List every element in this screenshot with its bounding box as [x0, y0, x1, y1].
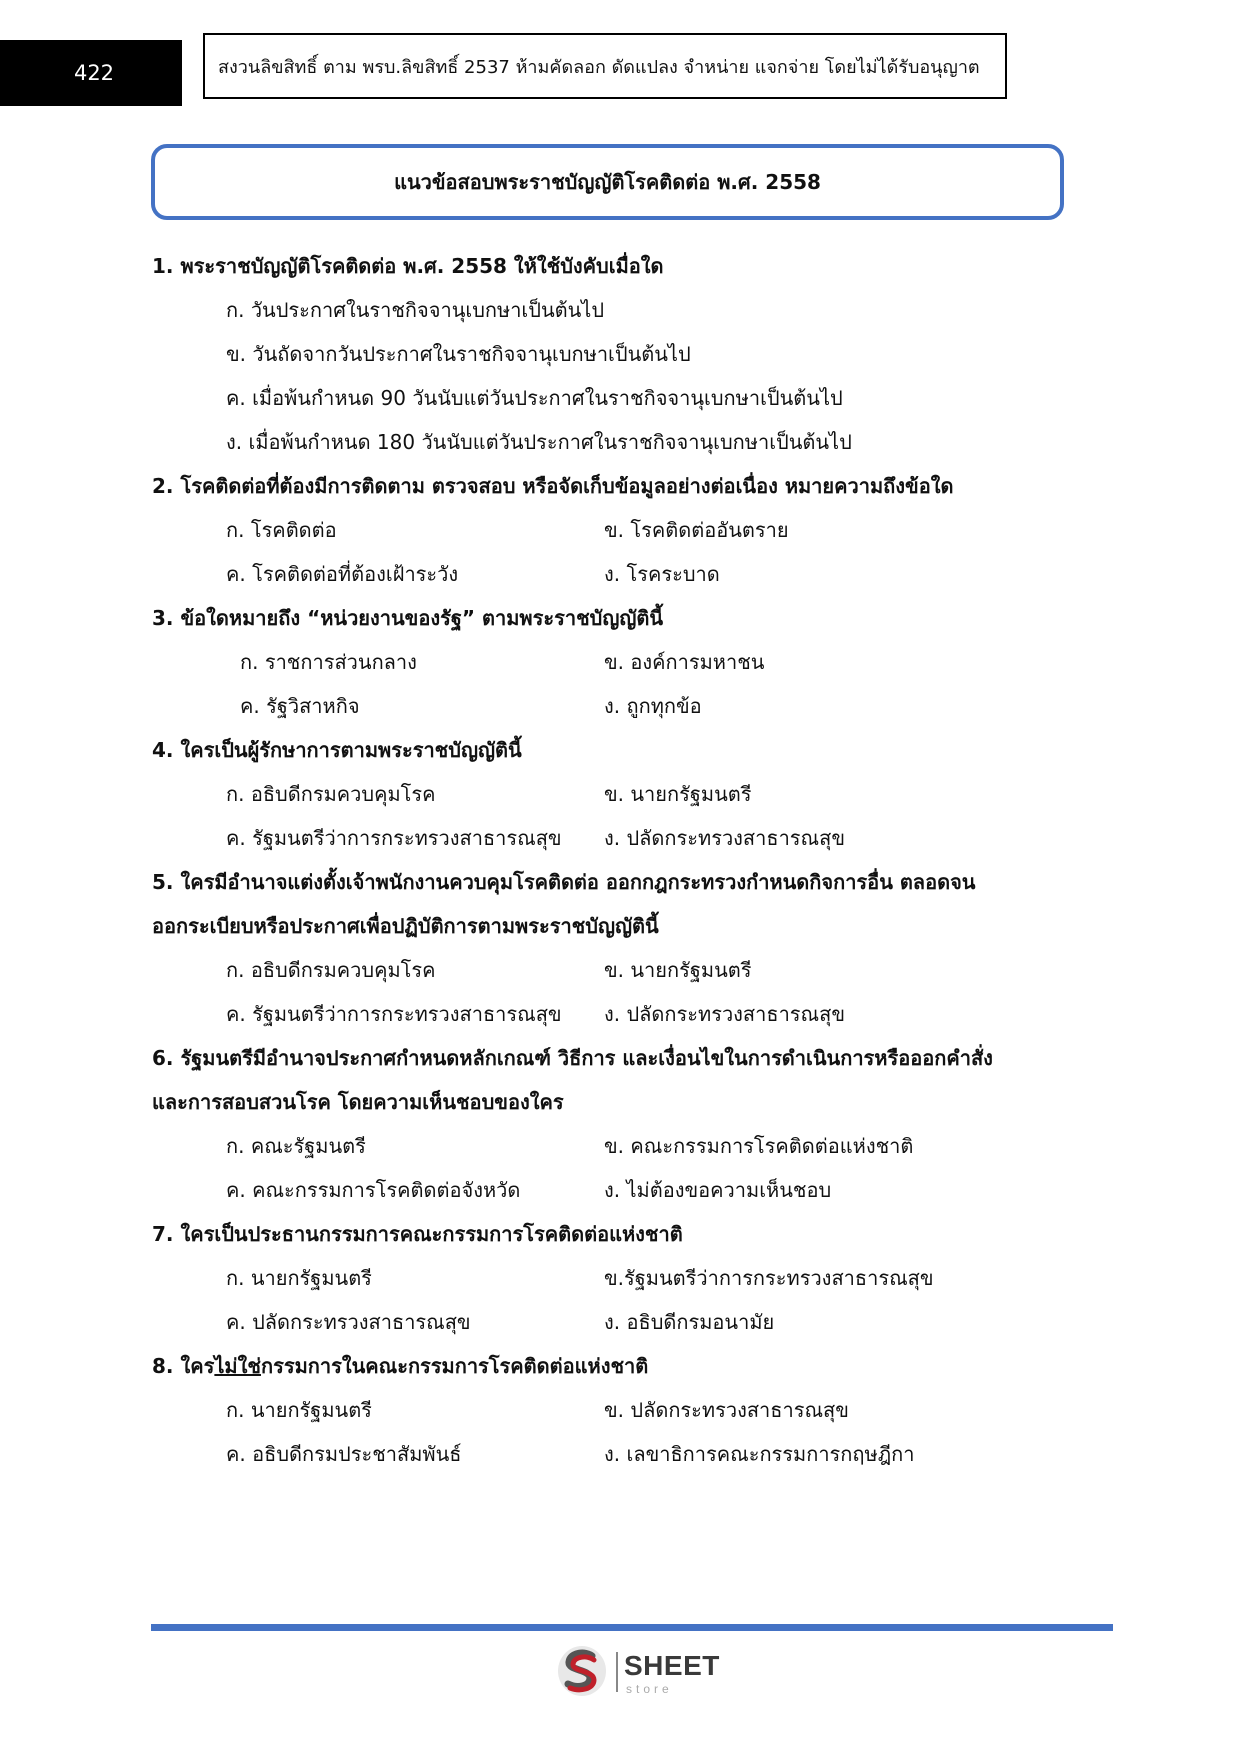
- footer-divider: [151, 1624, 1113, 1631]
- q2-option-c: ค. โรคติดต่อที่ต้องเฝ้าระวัง: [226, 562, 459, 586]
- q7-option-d: ง. อธิบดีกรมอนามัย: [604, 1310, 775, 1334]
- q5-option-d: ง. ปลัดกระทรวงสาธารณสุข: [604, 1002, 845, 1026]
- logo-text: SHEET: [624, 1650, 720, 1681]
- question-2: 2. โรคติดต่อที่ต้องมีการติดตาม ตรวจสอบ หรือจัดเก็บข้อมูลอย่างต่อเนื่อง หมายความถึงข้อใด: [152, 474, 954, 498]
- q6-option-c: ค. คณะกรรมการโรคติดต่อจังหวัด: [226, 1178, 521, 1202]
- q1-option-b: ข. วันถัดจากวันประกาศในราชกิจจานุเบกษาเป็นต้นไป: [226, 342, 691, 366]
- q1-option-c: ค. เมื่อพ้นกำหนด 90 วันนับแต่วันประกาศในราชกิจจานุเบกษาเป็นต้นไป: [226, 386, 843, 410]
- question-1: 1. พระราชบัญญัติโรคติดต่อ พ.ศ. 2558 ให้ใช้บังคับเมื่อใด: [152, 254, 664, 278]
- sheet-store-logo: [556, 1644, 736, 1700]
- q8-option-b: ข. ปลัดกระทรวงสาธารณสุข: [604, 1398, 849, 1422]
- q2-option-a: ก. โรคติดต่อ: [226, 518, 337, 542]
- q8-option-a: ก. นายกรัฐมนตรี: [226, 1398, 372, 1422]
- q5-option-c: ค. รัฐมนตรีว่าการกระทรวงสาธารณสุข: [226, 1002, 562, 1026]
- q2-option-d: ง. โรคระบาด: [604, 562, 720, 586]
- page-number-text: 422: [73, 61, 115, 85]
- sheet-store-s-logo-icon: [556, 1644, 608, 1698]
- q8-text-prefix: 8. ใคร: [152, 1354, 215, 1378]
- page-title-box: [151, 144, 1064, 220]
- copyright-text: สงวนลิขสิทธิ์ ตาม พรบ.ลิขสิทธิ์ 2537 ห้ามคัดลอก ดัดแปลง จำหน่าย แจกจ่าย โดยไม่ได้รับอนุญาต: [218, 56, 980, 78]
- question-6-line-1: 6. รัฐมนตรีมีอำนาจประกาศกำหนดหลักเกณฑ์ วิธีการ และเงื่อนไขในการดำเนินการหรือออกคำสั่ง: [152, 1046, 993, 1070]
- question-list: [152, 244, 1052, 1476]
- q4-option-a: ก. อธิบดีกรมควบคุมโรค: [226, 782, 436, 806]
- question-3: 3. ข้อใดหมายถึง “หน่วยงานของรัฐ” ตามพระราชบัญญัตินี้: [152, 606, 664, 630]
- q6-option-b: ข. คณะกรรมการโรคติดต่อแห่งชาติ: [604, 1134, 914, 1158]
- question-8: [152, 1344, 1052, 1388]
- q8-option-c: ค. อธิบดีกรมประชาสัมพันธ์: [226, 1442, 462, 1466]
- question-4: 4. ใครเป็นผู้รักษาการตามพระราชบัญญัตินี้: [152, 738, 522, 762]
- q7-option-c: ค. ปลัดกระทรวงสาธารณสุข: [226, 1310, 471, 1334]
- logo-separator: [616, 1652, 618, 1692]
- question-6-line-2: และการสอบสวนโรค โดยความเห็นชอบของใคร: [152, 1090, 564, 1114]
- page-number: [0, 40, 182, 106]
- question-5-line-2: ออกระเบียบหรือประกาศเพื่อปฏิบัติการตามพระราชบัญญัตินี้: [152, 914, 659, 938]
- q5-option-a: ก. อธิบดีกรมควบคุมโรค: [226, 958, 436, 982]
- q8-text-underlined: ไม่ใช่: [214, 1354, 261, 1378]
- q7-option-b: ข.รัฐมนตรีว่าการกระทรวงสาธารณสุข: [604, 1266, 934, 1290]
- q2-option-b: ข. โรคติดต่ออันตราย: [604, 518, 789, 542]
- q6-option-a: ก. คณะรัฐมนตรี: [226, 1134, 366, 1158]
- q4-option-b: ข. นายกรัฐมนตรี: [604, 782, 752, 806]
- q4-option-c: ค. รัฐมนตรีว่าการกระทรวงสาธารณสุข: [226, 826, 562, 850]
- q8-option-d: ง. เลขาธิการคณะกรรมการกฤษฎีกา: [604, 1442, 915, 1466]
- q3-option-d: ง. ถูกทุกข้อ: [604, 694, 702, 718]
- q3-option-a: ก. ราชการส่วนกลาง: [240, 650, 417, 674]
- copyright-notice: [203, 33, 1007, 99]
- q1-option-d: ง. เมื่อพ้นกำหนด 180 วันนับแต่วันประกาศในราชกิจจานุเบกษาเป็นต้นไป: [226, 430, 852, 454]
- q3-option-b: ข. องค์การมหาชน: [604, 650, 765, 674]
- q6-option-d: ง. ไม่ต้องขอความเห็นชอบ: [604, 1178, 832, 1202]
- q8-text-suffix: กรรมการในคณะกรรมการโรคติดต่อแห่งชาติ: [260, 1354, 649, 1378]
- page-title: แนวข้อสอบพระราชบัญญัติโรคติดต่อ พ.ศ. 2558: [394, 170, 821, 194]
- q1-option-a: ก. วันประกาศในราชกิจจานุเบกษาเป็นต้นไป: [226, 298, 605, 322]
- question-5-line-1: 5. ใครมีอำนาจแต่งตั้งเจ้าพนักงานควบคุมโรคติดต่อ ออกกฎกระทรวงกำหนดกิจการอื่น ตลอดจน: [152, 870, 976, 894]
- question-7: 7. ใครเป็นประธานกรรมการคณะกรรมการโรคติดต่อแห่งชาติ: [152, 1222, 683, 1246]
- logo-subtext: store: [626, 1682, 673, 1696]
- q4-option-d: ง. ปลัดกระทรวงสาธารณสุข: [604, 826, 845, 850]
- q7-option-a: ก. นายกรัฐมนตรี: [226, 1266, 372, 1290]
- q3-option-c: ค. รัฐวิสาหกิจ: [240, 694, 360, 718]
- q5-option-b: ข. นายกรัฐมนตรี: [604, 958, 752, 982]
